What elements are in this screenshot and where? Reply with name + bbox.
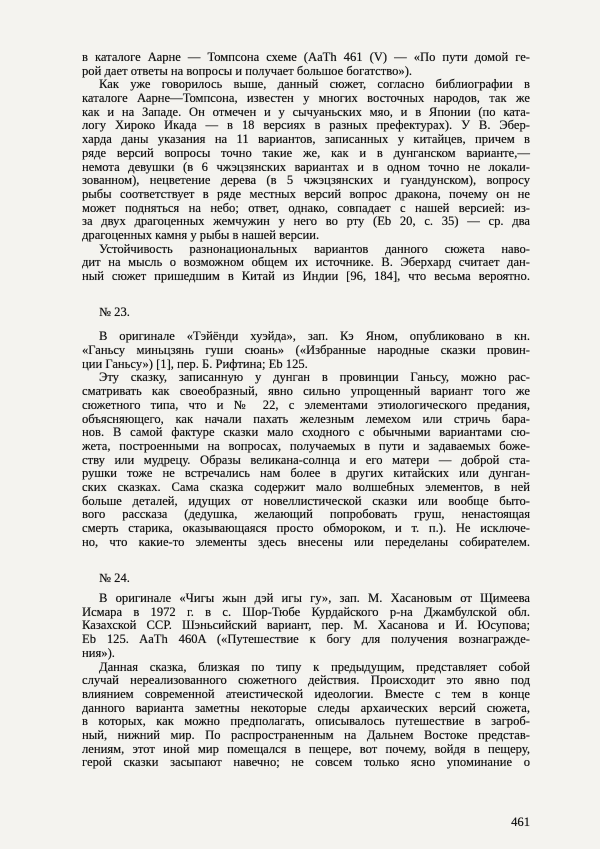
paragraph [82,51,530,78]
text-line: Эту сказку, записанную у дунган в провинции Ганьсу, можно рас- [99,370,530,385]
text-line: вого рассказа (дедушка, желающий попробовать груш, ненастоящая [82,507,530,522]
text-line: ству или мудрецу. Образы великана-солнца и его матери — доброй ста- [82,452,530,467]
text-line: Eb 125. AaTh 460A («Путешествие к богу для получения вознагражде- [82,632,530,647]
page-number: 461 [511,815,530,829]
text-line: ный, нижний мир. По распространенным на Дальнем Востоке представ- [82,727,530,742]
section-heading: № 23. [99,304,130,319]
text-line: дит на мысль о возможном общем их источнике. В. Эберхард считает дан- [82,255,530,270]
text-line: жета, построенными на вопросах, получаемых в пути и задаваемых боже- [82,438,530,453]
text-line: рыбы соответствует в ряде местных версий вопрос дракона, почему он не [82,186,530,201]
text-line: смерть старика, оказывающаяся просто обмороком, и т. п.). Не исключе- [82,521,530,535]
text-line: ния»). [82,645,115,660]
paragraph [82,243,530,284]
text-line: В оригинале «Тэйёнди хуэйда», зап. Кэ Яном, опубликовано в кн. [99,329,530,344]
section-heading: № 24. [99,571,130,586]
text-line: Как уже говорилось выше, данный сюжет, согласно библиографии в [99,77,530,92]
text-line: логу Хироко Икада — в 18 версиях в разных префектурах). У В. Эбер- [82,118,530,133]
text-line: В оригинале «Чигы жын дэй игы гу», зап. М. Хасановым от Щимеева [99,591,530,606]
text-line: лениям, этот иной мир помещался в пещере, вот почему, войдя в пещеру, [82,741,530,756]
paragraph [82,371,530,549]
text-line: случай нереализованного сюжетного действия. Происходит это явно под [82,673,530,688]
text-line: как и на Западе. Он отмечен и у сычуаньских мяо, и в Японии (по ката- [82,104,530,119]
text-line: драгоценных камня у рыбы в нашей версии. [82,227,320,242]
text-line: зованном), нецветение дерева (в 5 чжэцзянских и гуандунском), вопросу [82,173,530,188]
text-line: но, что какие-то элементы здесь внесены или переделаны собирателем. [82,534,530,549]
text-line: в каталоге Аарне — Томпсона схеме (AaTh 461 (V) — «По пути домой ге- [82,50,530,64]
paragraph [82,330,530,371]
text-line: харда даны указания на 11 вариантов, записанных у китайцев, причем в [82,132,530,147]
text-line: объясняющего, как начали пахать железным лемехом или стричь бара- [82,411,530,426]
text-line: герой сказки засыпают навечно; не совсем только ясно упоминание о [82,755,530,770]
text-line: влиянием современной атеистической идеологии. Вместе с тем в конце [82,686,530,701]
text-line: Казахской ССР. Шэньсийский вариант, пер. М. Хасанова и И. Юсупова; [82,618,530,633]
text-line: немота девушки (в 6 чжэцзянских вариантах и в одном точно не локали- [82,159,530,174]
paragraph [82,661,530,771]
text-line: нов. В самой фактуре сказки мало сходного с обычными вариантами сю- [82,425,530,440]
text-line: ских сказках. Сама сказка содержит мало волшебных элементов, в ней [82,479,530,494]
text-line: рой дает ответы на вопросы и получает большое богатство»). [82,63,413,78]
paragraph [82,592,530,660]
text-line: Данная сказка, близкая по типу к предыдущим, представляет собой [99,659,530,674]
text-line: Устойчивость разнонациональных вариантов данного сюжета наво- [99,241,530,256]
text-line: ный сюжет пришедшим в Китай из Индии [96, 184], что весьма вероятно. [82,269,530,283]
text-line: «Ганьсу миньцзянь гуши сюань» («Избранные народные сказки провин- [82,343,530,358]
text-line: больше деталей, идущих от новеллистической сказки или вообще быто- [82,493,530,508]
text-line: ции Ганьсу») [1], пер. Б. Рифтина; Eb 125. [82,356,308,371]
page-text [82,51,530,770]
text-line: Исмара в 1972 г. в с. Шор-Тюбе Курдайского р-на Джамбулской обл. [82,604,530,619]
text-line: сюжетного типа, что и № 22, с элементами этиологического предания, [82,397,530,412]
text-line: каталоге Аарне—Томпсона, известен у многих восточных народов, так же [82,91,530,106]
text-line: может подняться на небо; ответ, однако, совпадает с нашей версией: из- [82,200,530,215]
text-line: сматривать как своеобразный, явно сильно упрощенный вариант того же [82,384,530,399]
text-line: в которых, как можно предполагать, описывалось путешествие в загроб- [82,714,530,729]
text-line: за двух драгоценных жемчужин у него во рту (Eb 20, с. 35) — ср. два [82,214,530,229]
text-line: ряде версий вопросы точно такие же, как и в дунганском варианте,— [82,145,530,160]
paragraph [82,78,530,242]
text-line: данного варианта заметны некоторые следы архаических версий сюжета, [82,700,530,715]
text-line: рушки тоже не встречались нам более в других китайских или дунган- [82,466,530,481]
